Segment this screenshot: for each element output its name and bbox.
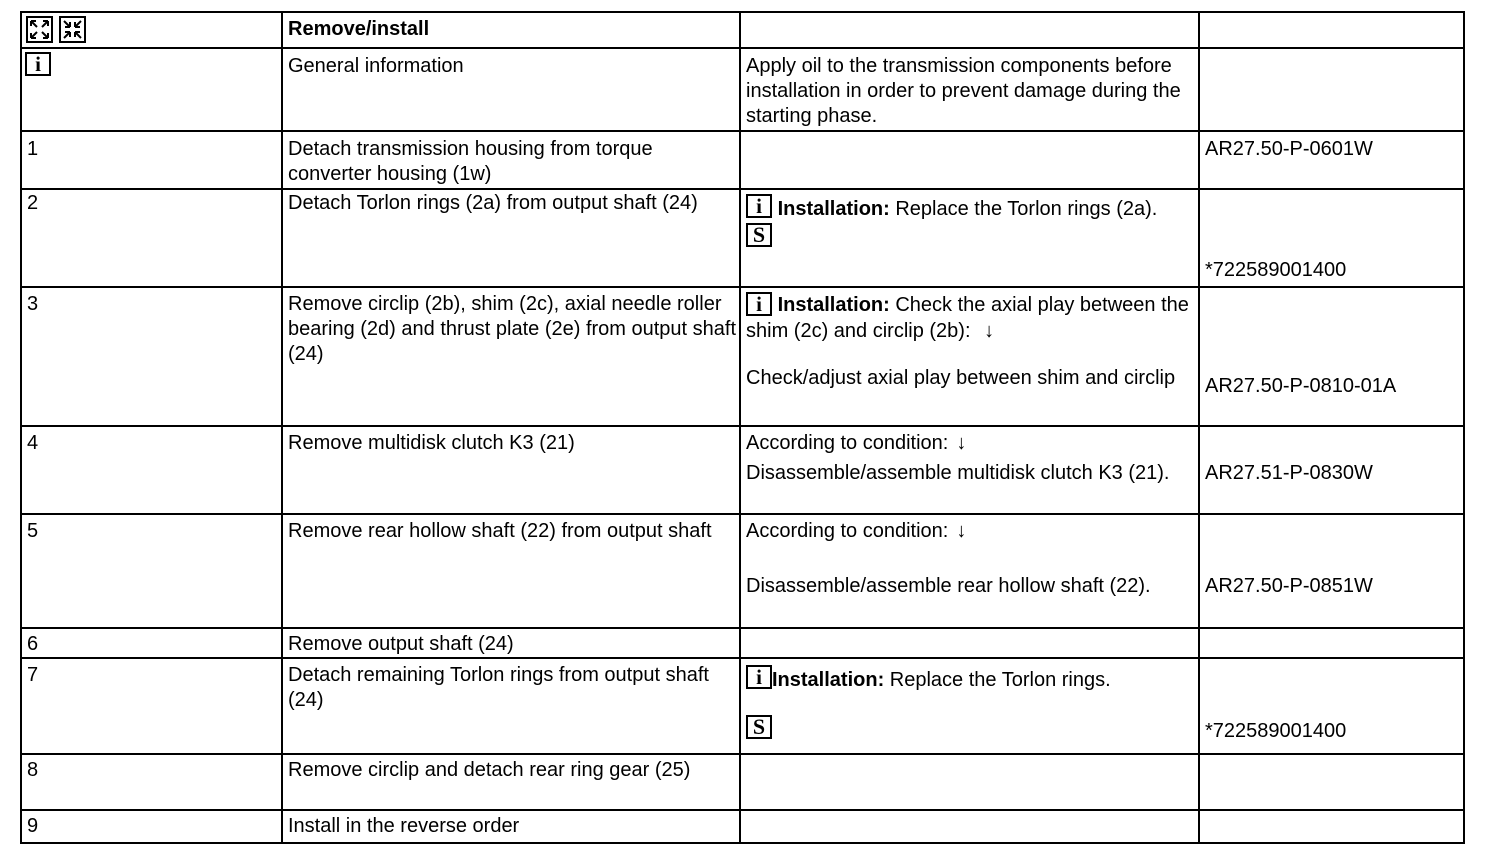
step-number: 8: [21, 754, 282, 810]
step-number: 6: [21, 628, 282, 658]
install-note: [746, 194, 1198, 224]
step-text: Remove rear hollow shaft (22) from output shaft: [282, 514, 740, 628]
step-number: 7: [21, 658, 282, 754]
table-row: [21, 658, 1464, 754]
table-row: [21, 189, 1464, 287]
condition-action: Disassemble/assemble multidisk clutch K3 (21).: [746, 462, 1170, 484]
empty-cell: [740, 810, 1199, 843]
tool-ref-link[interactable]: *722589001400: [1199, 658, 1464, 754]
install-note-cell: [740, 189, 1199, 287]
table-row: [21, 514, 1464, 628]
step-text: Detach transmission housing from torque converter housing (1w): [282, 131, 740, 189]
expand-all-icon[interactable]: [26, 16, 53, 43]
step-number: 4: [21, 426, 282, 514]
condition-note: [746, 519, 1198, 544]
info-icon[interactable]: i: [746, 665, 772, 689]
empty-cell: [740, 754, 1199, 810]
step-text: Detach remaining Torlon rings from output shaft (24): [282, 658, 740, 754]
arrow-down-icon: ↓: [956, 432, 967, 454]
collapse-all-icon[interactable]: [59, 16, 86, 43]
install-note-cell: [740, 287, 1199, 426]
install-note: [746, 665, 1198, 695]
arrow-down-icon: ↓: [984, 320, 995, 342]
install-note-cell: [740, 658, 1199, 754]
doc-ref-link[interactable]: AR27.51-P-0830W: [1199, 426, 1464, 514]
install-text: Check the axial play between the shim (2c) and circlip (2b):: [746, 294, 1189, 342]
condition-action: Disassemble/assemble rear hollow shaft (22).: [746, 575, 1151, 597]
tool-row: [746, 223, 1198, 248]
step-text: Remove output shaft (24): [282, 628, 740, 658]
table-row: [21, 810, 1464, 843]
condition-cell: [740, 426, 1199, 514]
step-number: 2: [21, 189, 282, 287]
check-note: Check/adjust axial play between shim and circlip: [746, 367, 1176, 389]
install-text: Replace the Torlon rings.: [889, 669, 1111, 691]
step-text: Remove circlip and detach rear ring gear (25): [282, 754, 740, 810]
step-number: 3: [21, 287, 282, 426]
table-row: [21, 754, 1464, 810]
empty-cell: [740, 628, 1199, 658]
general-note: Apply oil to the transmission components before installation in order to prevent damage during the starting phase.: [740, 48, 1199, 131]
special-tool-icon[interactable]: S: [746, 223, 772, 247]
tool-row: [746, 715, 1198, 740]
doc-ref-link[interactable]: AR27.50-P-0601W: [1199, 131, 1464, 189]
info-icon[interactable]: i: [746, 292, 772, 316]
doc-ref-link[interactable]: AR27.50-P-0851W: [1199, 514, 1464, 628]
header-empty-cell: [1199, 12, 1464, 48]
general-label: General information: [282, 48, 740, 131]
condition-note: [746, 431, 1198, 456]
step-text: Remove multidisk clutch K3 (21): [282, 426, 740, 514]
step-number: 9: [21, 810, 282, 843]
install-text: Replace the Torlon rings (2a).: [895, 198, 1158, 220]
header-icon-cell: [21, 12, 282, 48]
empty-cell: [1199, 810, 1464, 843]
empty-cell: [1199, 48, 1464, 131]
special-tool-icon[interactable]: S: [746, 715, 772, 739]
table-row: [21, 131, 1464, 189]
step-text: Remove circlip (2b), shim (2c), axial needle roller bearing (2d) and thrust plate (2e) from output shaft (24): [282, 287, 740, 426]
info-icon[interactable]: i: [25, 52, 51, 76]
arrow-down-icon: ↓: [956, 520, 967, 542]
table-row: [21, 628, 1464, 658]
page-title: Remove/install: [288, 18, 430, 40]
step-text: Install in the reverse order: [282, 810, 740, 843]
info-icon[interactable]: i: [746, 194, 772, 218]
empty-cell: [740, 131, 1199, 189]
doc-ref-link[interactable]: AR27.50-P-0810-01A: [1199, 287, 1464, 426]
table-row: [21, 426, 1464, 514]
condition-label: According to condition:: [746, 432, 949, 454]
step-number: 5: [21, 514, 282, 628]
step-text: Detach Torlon rings (2a) from output shaft (24): [282, 189, 740, 287]
header-row: [21, 12, 1464, 48]
empty-cell: [1199, 628, 1464, 658]
general-icon-cell: [21, 48, 282, 131]
condition-cell: [740, 514, 1199, 628]
general-row: [21, 48, 1464, 131]
install-note: [746, 292, 1198, 344]
procedure-table: [20, 11, 1465, 844]
header-empty-cell: [740, 12, 1199, 48]
condition-label: According to condition:: [746, 520, 949, 542]
empty-cell: [1199, 754, 1464, 810]
step-number: 1: [21, 131, 282, 189]
install-label: Installation:: [777, 294, 890, 316]
tool-ref-link[interactable]: *722589001400: [1199, 189, 1464, 287]
install-label: Installation:: [777, 198, 890, 220]
table-row: [21, 287, 1464, 426]
install-label: Installation:: [772, 669, 885, 691]
header-title-cell: [282, 12, 740, 48]
